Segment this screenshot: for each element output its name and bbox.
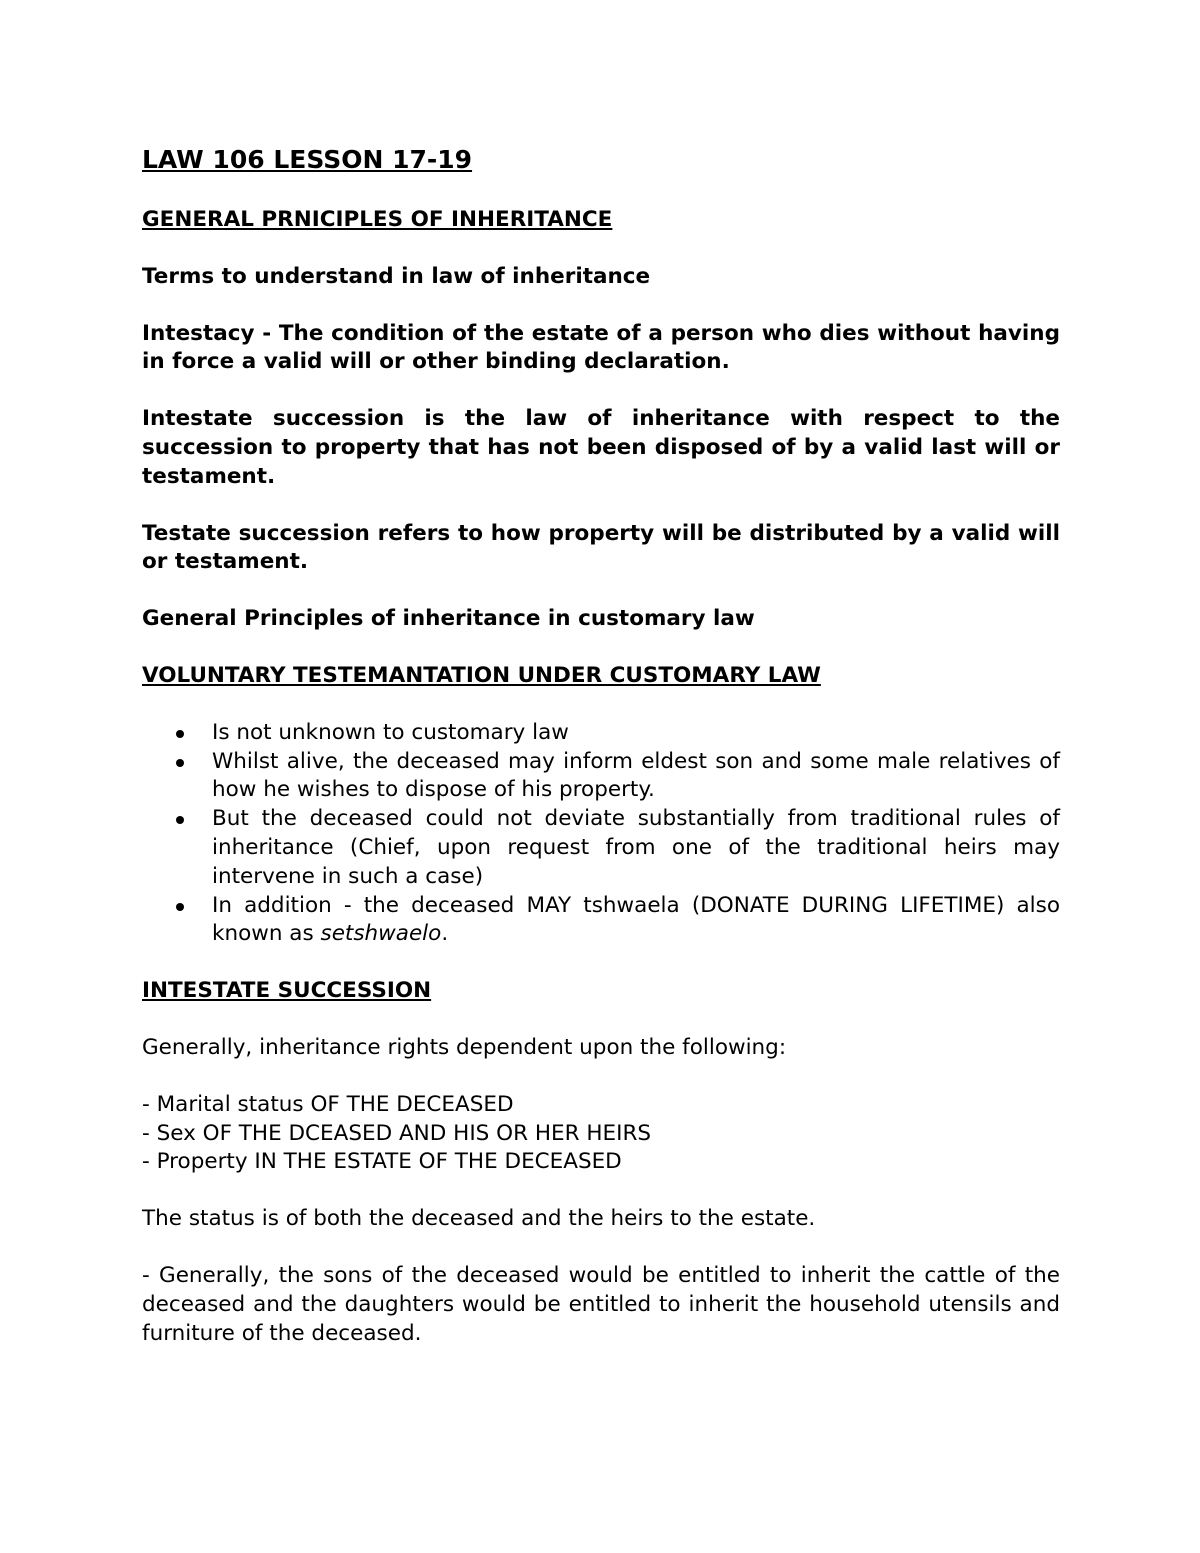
document-page bbox=[142, 140, 1060, 1348]
bullet-icon bbox=[176, 903, 184, 911]
section-heading-intestate-succession: INTESTATE SUCCESSION bbox=[142, 978, 432, 1004]
dash-item: - Property IN THE ESTATE OF THE DECEASED bbox=[142, 1149, 622, 1175]
list-item-text: Whilst alive, the deceased may inform eldest son and some male relatives of how he wishes to dispose of his property. bbox=[212, 748, 1060, 803]
intestate-succession-definition: Intestate succession is the law of inheritance with respect to the succession to property that has not been disposed of by a valid last will or testament. bbox=[142, 406, 1060, 489]
section-heading-voluntary-testementation: VOLUNTARY TESTEMANTATION UNDER CUSTOMARY LAW bbox=[142, 662, 821, 688]
terms-intro: Terms to understand in law of inheritance bbox=[142, 263, 651, 289]
list-item-text: But the deceased could not deviate substantially from traditional rules of inheritance (Chief, upon request from one of the traditional heirs may intervene in such a case) bbox=[212, 806, 1060, 889]
setshwaelo-term: setshwaelo bbox=[320, 921, 442, 947]
dash-item: - Marital status OF THE DECEASED bbox=[142, 1091, 514, 1117]
sons-paragraph: - Generally, the sons of the deceased would be entitled to inherit the cattle of the deceased and the daughters would be entitled to inherit the household utensils and furniture of the deceased. bbox=[142, 1262, 1060, 1346]
list-item bbox=[142, 805, 1060, 891]
intestacy-definition: Intestacy - The condition of the estate of a person who dies without having in force a valid will or other binding declaration. bbox=[142, 320, 1060, 375]
bullet-icon bbox=[176, 816, 184, 824]
rights-intro: Generally, inheritance rights dependent upon the following: bbox=[142, 1034, 787, 1060]
status-line: The status is of both the deceased and the heirs to the estate. bbox=[142, 1206, 816, 1232]
bullet-icon bbox=[176, 730, 184, 738]
bullet-icon bbox=[176, 759, 184, 767]
dash-item: - Sex OF THE DCEASED AND HIS OR HER HEIRS bbox=[142, 1120, 652, 1146]
bullet-list bbox=[142, 719, 1060, 949]
testate-succession-definition: Testate succession refers to how property will be distributed by a valid will or testament. bbox=[142, 520, 1060, 575]
document-title: LAW 106 LESSON 17-19 bbox=[142, 145, 473, 174]
general-principles-customary: General Principles of inheritance in customary law bbox=[142, 606, 755, 632]
list-item-text: Is not unknown to customary law bbox=[212, 719, 569, 745]
dash-list bbox=[142, 1091, 1060, 1177]
list-item bbox=[142, 892, 1060, 950]
list-item-text: In addition - the deceased MAY tshwaela (DONATE DURING LIFETIME) also known as bbox=[212, 892, 1060, 947]
list-item bbox=[142, 748, 1060, 806]
list-item-end: . bbox=[441, 921, 449, 947]
section-heading-general-principles: GENERAL PRNICIPLES OF INHERITANCE bbox=[142, 207, 613, 232]
list-item bbox=[142, 719, 1060, 748]
